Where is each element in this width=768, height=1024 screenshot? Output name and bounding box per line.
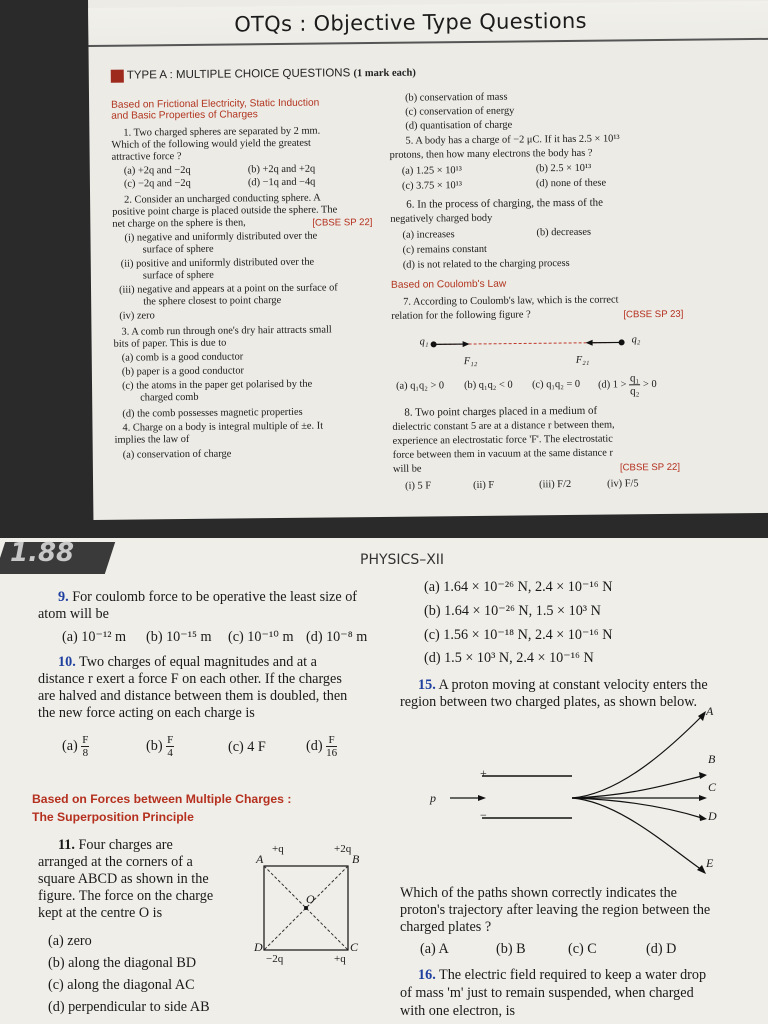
q7-figure-f12-label: F₁₂ [463, 355, 478, 368]
q7-figure-f21-label: F₂₁ [575, 354, 590, 366]
q11-text [58, 838, 173, 853]
fig15-minus-sign: − [480, 808, 487, 822]
q5-text: 5. A body has a charge of −2 μC. If it has 2.5 × 10¹³ [405, 133, 620, 147]
q10-option-d-fraction [326, 734, 337, 759]
section-heading-frictional: Based on Frictional Electricity, Static Induction [111, 97, 320, 111]
otqs-title: OTQs : Objective Type Questions [234, 8, 587, 37]
prev-option-c: (c) 1.56 × 10⁻¹⁸ N, 2.4 × 10⁻¹⁶ N [424, 627, 613, 643]
q10-option-b-pre: (b) [146, 737, 163, 754]
q9-option-a: (a) 10⁻¹² m [62, 629, 127, 645]
q1-option-c: (c) −2q and −2q [123, 177, 191, 190]
q8-source-tag: [CBSE SP 22] [619, 461, 681, 474]
fig11-charge-c: +q [334, 953, 346, 965]
q9-option-c: (c) 10⁻¹⁰ m [228, 629, 294, 645]
fig11-label-a: A [256, 852, 264, 866]
q10-text [58, 655, 317, 670]
q11-number: 11. [58, 837, 75, 853]
q9-option-d: (d) 10⁻⁸ m [306, 629, 368, 645]
prev-option-b: (b) 1.64 × 10⁻²⁶ N, 1.5 × 10³ N [424, 603, 601, 619]
q11-option-a: (a) zero [48, 933, 92, 949]
fig11-label-o: O [306, 892, 315, 906]
q11-line-1: Four charges are [78, 837, 173, 853]
section-heading-superposition-2: The Superposition Principle [32, 810, 194, 824]
q7-source-tag: [CBSE SP 23] [623, 308, 684, 321]
q7-option-a: (a) q₁q₂ > 0 [396, 380, 445, 392]
q2-option-i-2: surface of sphere [142, 243, 214, 256]
q15-text [418, 678, 708, 693]
fig11-charge-a: +q [272, 843, 284, 855]
q15-option-b: (b) B [496, 941, 526, 957]
q10-number: 10. [58, 654, 76, 670]
q2-option-ii-2: surface of sphere [142, 269, 214, 282]
q7-option-b: (b) q₁q₂ < 0 [464, 379, 513, 392]
q9-line-1: For coulomb force to be operative the least size of [72, 589, 358, 605]
q7-text-2: relation for the following figure ? [391, 309, 531, 322]
q15-text-3: Which of the paths shown correctly indicates the [400, 885, 677, 901]
q4-option-c: (c) conservation of energy [405, 105, 515, 118]
fig15-path-d: D [708, 809, 717, 823]
fig15-path-b: B [708, 752, 716, 766]
q2-option-iii: (iii) negative and appears at a point on the surface of [118, 282, 338, 296]
fig15-path-c: C [708, 780, 717, 794]
fig15-path-a: A [706, 704, 714, 718]
q8-text-4: force between them in vacuum at the same distance r [392, 447, 613, 461]
q8-option-iii: (iii) F/2 [539, 478, 572, 491]
q11-text-2: arranged at the corners of a [38, 854, 193, 870]
q7-figure-q2-label: q₂ [631, 334, 641, 346]
q10-option-d-den: 16 [326, 747, 338, 759]
q15-option-c: (c) C [568, 941, 597, 957]
q6-option-a: (a) increases [402, 229, 455, 241]
q7-option-d-post: > 0 [642, 378, 657, 391]
type-marks: (1 mark each) [353, 67, 416, 80]
q15-line-1: A proton moving at constant velocity enters the [438, 677, 708, 693]
q8-text-2: dielectric constant 5 are at a distance r between them, [392, 419, 615, 433]
page-number: 1.88 [10, 538, 75, 568]
q10-option-a-pre: (a) [62, 737, 78, 754]
q2-text-2: positive point charge is placed outside the sphere. The [112, 204, 338, 218]
q7-option-d-fraction [629, 372, 641, 397]
bottom-page [0, 538, 768, 1024]
q10-option-a-num: F [82, 734, 89, 746]
q2-source-tag: [CBSE SP 22] [312, 217, 373, 229]
q10-option-b [146, 734, 174, 759]
q3-option-b: (b) paper is a good conductor [121, 365, 245, 378]
q8-option-ii: (ii) F [473, 479, 495, 491]
q4-option-d: (d) quantisation of charge [405, 119, 513, 132]
q4-text-2: implies the law of [114, 433, 190, 446]
q10-text-2: distance r exert a force F on each other. If the charges [38, 671, 342, 687]
q2-text: 2. Consider an uncharged conducting sphere. A [124, 192, 321, 206]
q2-option-iii-2: the sphere closest to point charge [143, 294, 282, 308]
fig15-path-e: E [706, 856, 714, 870]
q1-option-a: (a) +2q and −2q [123, 164, 191, 177]
q5-option-d: (d) none of these [535, 177, 607, 190]
q2-text-3: net charge on the sphere is then, [112, 217, 246, 230]
q16-text [418, 968, 706, 983]
q8-option-iv: (iv) F/5 [607, 478, 639, 490]
q10-option-d-pre: (d) [306, 737, 323, 754]
q11-option-c: (c) along the diagonal AC [48, 977, 195, 993]
type-heading: TYPE A : MULTIPLE CHOICE QUESTIONS [126, 67, 351, 82]
q7-option-d-pre: (d) 1 > [598, 379, 627, 391]
q3-option-d: (d) the comb possesses magnetic properties [122, 406, 303, 420]
q7-text: 7. According to Coulomb's law, which is the correct [403, 294, 619, 308]
q6-text: 6. In the process of charging, the mass of the [406, 196, 604, 211]
q9-text-2: atom will be [38, 606, 109, 622]
q3-option-c: (c) the atoms in the paper get polarised by the [121, 378, 313, 392]
q3-option-c-2: charged comb [140, 391, 199, 404]
q11-text-3: square ABCD as shown in the [38, 871, 209, 887]
q6-option-d: (d) is not related to the charging process [402, 257, 570, 271]
prev-option-a: (a) 1.64 × 10⁻²⁶ N, 2.4 × 10⁻¹⁶ N [424, 579, 613, 595]
q1-text: 1. Two charged spheres are separated by 2 mm. [123, 125, 321, 139]
q1-option-d: (d) −1q and −4q [247, 176, 316, 189]
q5-option-c: (c) 3.75 × 10¹³ [401, 180, 463, 192]
q8-text-5: will be [392, 463, 422, 475]
q4-option-a: (a) conservation of charge [122, 448, 232, 461]
q7-option-d [598, 372, 657, 398]
q1-option-b: (b) +2q and +2q [247, 163, 316, 176]
q10-option-a-den: 8 [82, 747, 89, 759]
q7-option-c: (c) q₁q₂ = 0 [531, 378, 581, 391]
section-heading-superposition: Based on Forces between Multiple Charges : [32, 792, 292, 806]
q4-text: 4. Charge on a body is integral multiple of ±e. It [122, 420, 324, 434]
q6-option-b: (b) decreases [536, 226, 592, 239]
q6-option-c: (c) remains constant [402, 243, 487, 256]
q8-text: 8. Two point charges placed in a medium of [404, 404, 598, 419]
q7-option-d-num: q₁ [629, 372, 640, 385]
q4-option-b: (b) conservation of mass [404, 91, 508, 104]
fig11-charge-b: +2q [334, 843, 352, 855]
q11-option-d: (d) perpendicular to side AB [48, 999, 210, 1015]
q15-text-5: charged plates ? [400, 919, 492, 935]
running-head: PHYSICS–XII [360, 552, 445, 568]
section-heading-coulomb: Based on Coulomb's Law [390, 278, 507, 291]
q16-line-1: The electric field required to keep a water drop [439, 967, 707, 983]
q15-option-d: (d) D [646, 941, 677, 957]
q10-text-4: the new force acting on each charge is [38, 705, 255, 721]
q2-option-i: (i) negative and uniformly distributed over the [124, 230, 318, 244]
q16-number: 16. [418, 967, 436, 983]
q10-option-d-num: F [326, 734, 337, 747]
q10-line-1: Two charges of equal magnitudes and at a [79, 654, 317, 670]
q11-text-4: figure. The force on the charge [38, 888, 214, 904]
q10-option-a-fraction [81, 734, 89, 759]
q9-text [58, 590, 357, 605]
q3-text-2: bits of paper. This is due to [113, 337, 227, 350]
q1-text-2: Which of the following would yield the greatest [111, 137, 311, 151]
q7-figure-q1-label: q₁ [419, 336, 429, 348]
q11-option-b: (b) along the diagonal BD [48, 955, 197, 971]
fig11-label-b: B [352, 852, 360, 866]
q3-text: 3. A comb run through one's dry hair attracts small [121, 324, 332, 338]
section-heading-frictional-2: and Basic Properties of Charges [111, 109, 258, 122]
q3-option-a: (a) comb is a good conductor [121, 351, 244, 364]
q16-text-3: with one electron, is [400, 1003, 516, 1019]
q15-text-2: region between two charged plates, as shown below. [400, 694, 698, 710]
fig15-plus-sign: + [480, 766, 487, 780]
q10-option-b-den: 4 [167, 747, 173, 759]
q7-figure [409, 320, 650, 373]
q2-option-ii: (ii) positive and uniformly distributed over the [120, 256, 315, 270]
q16-text-2: of mass 'm' just to remain suspended, when charged [400, 985, 694, 1001]
q10-option-c: (c) 4 F [228, 739, 266, 755]
q10-option-b-fraction [166, 734, 174, 759]
q5-option-a: (a) 1.25 × 10¹³ [401, 165, 462, 177]
top-page [88, 0, 768, 520]
fig15-proton-label: p [430, 791, 436, 805]
fig11-label-c: C [350, 940, 359, 954]
q2-option-iv: (iv) zero [119, 310, 155, 322]
q10-option-b-num: F [167, 734, 174, 746]
q8-text-3: experience an electrostatic force 'F'. The electrostatic [392, 433, 613, 447]
q1-text-3: attractive force ? [111, 151, 182, 163]
q9-number: 9. [58, 589, 69, 605]
q11-text-5: kept at the centre O is [38, 905, 163, 921]
q10-text-3: are halved and distance between them is doubled, then [38, 688, 348, 704]
q15-text-4: proton's trajectory after leaving the region between the [400, 902, 711, 918]
heading-square-icon [111, 70, 124, 83]
q5-text-2: protons, then how many electrons the body has ? [389, 147, 593, 161]
q6-text-2: negatively charged body [390, 212, 493, 225]
q9-option-b: (b) 10⁻¹⁵ m [146, 629, 212, 645]
q15-number: 15. [418, 677, 436, 693]
fig11-charge-d: −2q [266, 953, 284, 965]
prev-option-d: (d) 1.5 × 10³ N, 2.4 × 10⁻¹⁶ N [424, 650, 594, 666]
q15-plates-figure [420, 704, 720, 878]
q8-option-i: (i) 5 F [405, 480, 432, 492]
q7-option-d-den: q₂ [630, 385, 640, 398]
q10-option-a [62, 734, 89, 759]
fig11-label-d: D [254, 940, 263, 954]
q5-option-b: (b) 2.5 × 10¹³ [535, 162, 592, 175]
q11-square-figure [254, 852, 364, 956]
q10-option-d [306, 734, 337, 759]
q15-option-a: (a) A [420, 941, 449, 957]
